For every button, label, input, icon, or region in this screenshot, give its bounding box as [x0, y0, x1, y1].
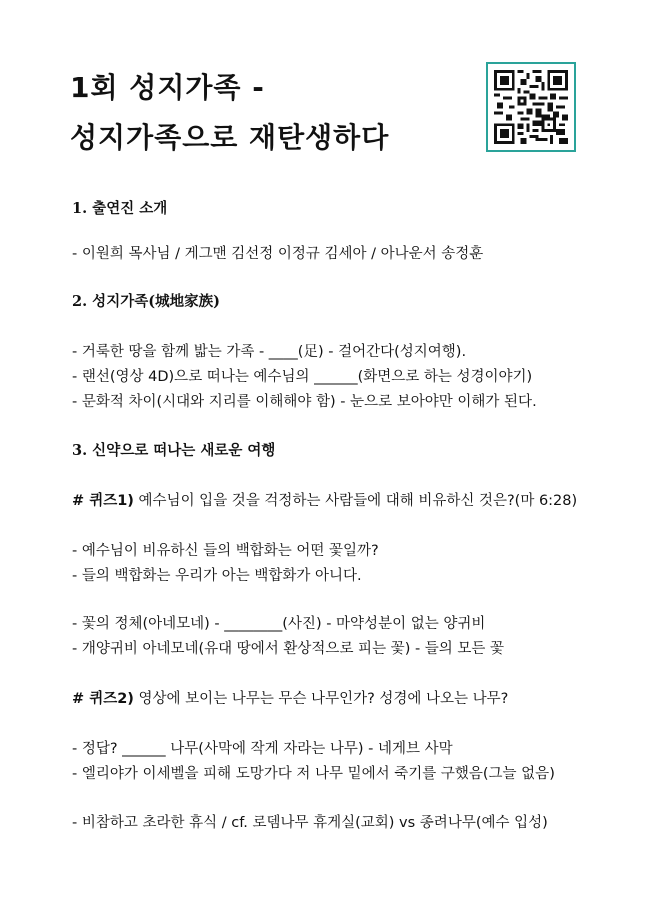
section-2-heading: 2. 성지가족(城地家族)	[72, 293, 220, 310]
qr-code-pattern	[494, 70, 568, 144]
quiz-2-line-1: - 정답? ______ 나무(사막에 작게 자라는 나무) - 네게브 사막	[72, 741, 453, 757]
quiz-2-question	[72, 687, 508, 708]
quiz-2-line-3: - 비참하고 초라한 휴식 / cf. 로뎀나무 휴게실(교회) vs 종려나무(예수 입성)	[72, 815, 548, 831]
quiz-2-label: # 퀴즈2)	[72, 691, 134, 707]
quiz-2-line-2: - 엘리야가 이세벨을 피해 도망가다 저 나무 밑에서 죽기를 구했음(그늘 없음)	[72, 766, 555, 782]
title-line-1: 1회 성지가족 -	[70, 71, 265, 104]
section-1-heading: 1. 출연진 소개	[72, 200, 168, 217]
quiz-1-text: 예수님이 입을 것을 걱정하는 사람들에 대해 비유하신 것은?(마 6:28)	[133, 493, 578, 509]
quiz-1-label: # 퀴즈1)	[72, 493, 134, 509]
quiz-1-question	[72, 489, 577, 510]
quiz-1-line-3: - 꽃의 정체(아네모네) - ________(사진) - 마약성분이 없는 양귀비	[72, 616, 486, 632]
section-2-line-2: - 랜선(영상 4D)으로 떠나는 예수님의 ______(화면으로 하는 성경이야기)	[72, 369, 533, 385]
quiz-1-line-2: - 들의 백합화는 우리가 아는 백합화가 아니다.	[72, 568, 362, 584]
title-line-2: 성지가족으로 재탄생하다	[70, 121, 390, 154]
qr-code-icon[interactable]	[486, 62, 576, 152]
quiz-1-line-1: - 예수님이 비유하신 들의 백합화는 어떤 꽃일까?	[72, 543, 379, 559]
quiz-2-text: 영상에 보이는 나무는 무슨 나무인가? 성경에 나오는 나무?	[133, 691, 509, 707]
cast-line: - 이원희 목사님 / 게그맨 김선정 이정규 김세아 / 아나운서 송정훈	[72, 246, 484, 262]
section-2-line-3: - 문화적 차이(시대와 지리를 이해해야 함) - 눈으로 보아야만 이해가 된다.	[72, 394, 537, 410]
quiz-1-line-4: - 개양귀비 아네모네(유대 땅에서 환상적으로 피는 꽃) - 들의 모든 꽃	[72, 641, 505, 657]
section-3-heading: 3. 신약으로 떠나는 새로운 여행	[72, 442, 276, 459]
section-2-line-1: - 거룩한 땅을 함께 밟는 가족 - ____(足) - 걸어간다(성지여행).	[72, 344, 467, 360]
